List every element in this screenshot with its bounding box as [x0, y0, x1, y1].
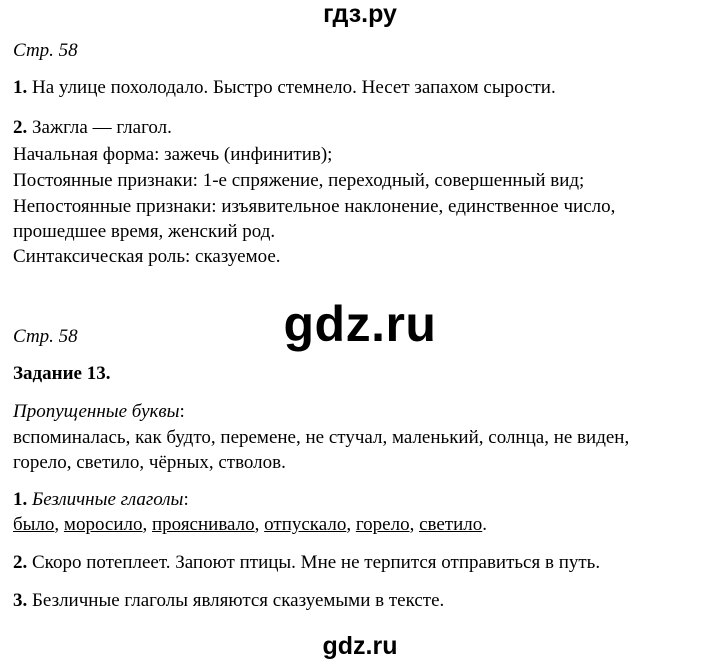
missing-letters-heading	[13, 400, 185, 424]
s1-item2-text: Зажгла — глагол.	[27, 117, 172, 138]
s1-line-initial-form: Начальная форма: зажечь (инфинитив);	[13, 144, 333, 165]
missing-letters-colon: :	[179, 401, 185, 422]
page-ref-2: Стр. 58	[13, 326, 78, 347]
missing-letters-label: Пропущенные буквы	[13, 401, 180, 422]
s2-item1-colon: :	[183, 489, 189, 510]
verb-gorelo: горело	[355, 514, 410, 535]
s1-line-variable: Непостоянные признаки: изъявительное наклонение, единственное число,	[13, 196, 616, 217]
verb-morosilo: моросило	[63, 514, 143, 535]
s1-item1-text: На улице похолодало. Быстро стемнело. Несет запахом сырости.	[27, 77, 556, 98]
s2-item2-num: 2.	[13, 552, 28, 573]
verb-svetilo: светило	[419, 514, 483, 535]
s2-item1-label: Безличные глаголы	[27, 489, 184, 510]
impersonal-verbs-list: было, моросило, прояснивало, отпускало, горело, светило.	[13, 514, 487, 535]
s1-item2	[13, 116, 172, 140]
s1-item1-num: 1.	[13, 77, 28, 98]
watermark-top: гдз.ру	[323, 0, 397, 28]
watermark-bottom: gdz.ru	[322, 632, 398, 660]
s1-item2-num: 2.	[13, 117, 28, 138]
s2-item3	[13, 589, 444, 613]
s2-item3-text: Безличные глаголы являются сказуемыми в тексте.	[27, 590, 445, 611]
s1-item1	[13, 76, 556, 100]
s2-item3-num: 3.	[13, 590, 28, 611]
s1-line-variable-cont: прошедшее время, женский род.	[13, 221, 276, 242]
s1-line-syntax: Синтаксическая роль: сказуемое.	[13, 246, 281, 267]
verb-otpuskalo: отпускало	[264, 514, 347, 535]
verb-bylo: было	[13, 514, 55, 535]
s2-item1	[13, 488, 189, 512]
s2-item2	[13, 551, 600, 575]
missing-letters-line-1: вспоминалась, как будто, перемене, не стучал, маленький, солнца, не виден,	[13, 427, 630, 448]
missing-letters-line-2: горело, светило, чёрных, стволов.	[13, 452, 286, 473]
task-title: Задание 13.	[13, 363, 111, 384]
s1-line-constant: Постоянные признаки: 1-е спряжение, переходный, совершенный вид;	[13, 170, 585, 191]
s2-item1-num: 1.	[13, 489, 28, 510]
page-ref-1: Стр. 58	[13, 40, 78, 61]
s2-item2-text: Скоро потеплеет. Запоют птицы. Мне не терпится отправиться в путь.	[27, 552, 601, 573]
verb-proyasnivalo: прояснивало	[152, 514, 255, 535]
watermark-middle: gdz.ru	[283, 296, 437, 352]
